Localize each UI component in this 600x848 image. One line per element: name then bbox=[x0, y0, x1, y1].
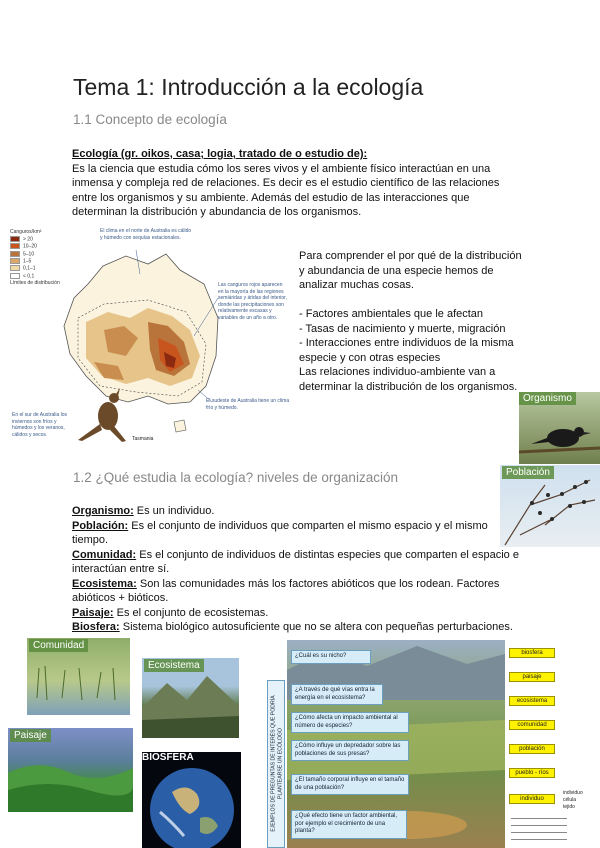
question-box: ¿Qué efecto tiene un factor ambiental, por ejemplo el crecimiento de una planta? bbox=[291, 810, 407, 839]
level-box-biosfera: biosfera bbox=[509, 648, 555, 658]
explanation-bullet: - Interacciones entre individuos de la misma bbox=[299, 337, 514, 349]
legend-swatch bbox=[10, 251, 20, 257]
explanation-bullet: - Factores ambientales que le afectan bbox=[299, 308, 484, 320]
level-stack-lines bbox=[511, 818, 567, 846]
level-box-individuo: individuo bbox=[509, 794, 555, 804]
level-item: Biosfera: Sistema biológico autosuficiente que no se altera con pequeñas perturbaciones. bbox=[72, 621, 513, 633]
level-box-paisaje: paisaje bbox=[509, 672, 555, 682]
legend-entry: 0,1–1 bbox=[10, 265, 68, 272]
poblacion-label: Población bbox=[502, 466, 554, 479]
level-item-cont: interactúan entre sí. bbox=[72, 563, 170, 575]
biosfera-photo bbox=[142, 752, 241, 848]
earth-icon bbox=[142, 752, 241, 848]
level-item: Paisaje: Es el conjunto de ecosistemas. bbox=[72, 606, 269, 619]
map-label-tasmania: Tasmania bbox=[132, 436, 154, 442]
explanation-line: Para comprender el por qué de la distribución bbox=[299, 250, 522, 262]
explanation-line: determinar la distribución de los organismos. bbox=[299, 380, 518, 393]
legend-title: Canguros/km² bbox=[10, 229, 42, 235]
explanation-line: y abundancia de una especie hemos de bbox=[299, 264, 494, 277]
map-note-north: El clima en el norte de Australia es cálido y húmedo con sequías estacionales. bbox=[100, 228, 192, 241]
level-item-cont: abióticos + bióticos. bbox=[72, 592, 169, 604]
ecology-term: Ecología (gr. oikos, casa; logia, tratado de o estudio de): bbox=[72, 148, 368, 160]
map-note-south: En el sur de Australia los inviernos son fríos y húmedos y los veranos, cálidos y secos. bbox=[12, 412, 68, 438]
definition-line: determinan la distribución y abundancia de los organismos. bbox=[72, 206, 362, 218]
page-title: Tema 1: Introducción a la ecología bbox=[73, 74, 424, 100]
question-box: ¿Cómo afecta un impacto ambiental al número de especies? bbox=[291, 712, 409, 733]
comunidad-photo bbox=[27, 638, 130, 715]
legend-entry: < 0,1 bbox=[10, 273, 68, 280]
small-levels: individuo célula tejido bbox=[563, 790, 583, 810]
organismo-label: Organismo bbox=[519, 392, 576, 405]
legend-swatch bbox=[10, 273, 20, 279]
vertical-label-box bbox=[267, 680, 285, 848]
distribution-explanation bbox=[299, 249, 539, 394]
legend-swatch bbox=[10, 243, 20, 249]
paisaje-label: Paisaje bbox=[10, 729, 51, 742]
legend-swatch bbox=[10, 236, 20, 242]
level-box-comunidad: comunidad bbox=[509, 720, 555, 730]
question-box: ¿El tamaño corporal influye en el tamaño de una población? bbox=[291, 774, 409, 795]
definition-line: inmensa y compleja red de relaciones. Es decir es el estudio científico de las relaciones bbox=[72, 177, 500, 189]
explanation-bullet: especie y con otras especies bbox=[299, 351, 441, 364]
map-note-southeast: El sudeste de Australia tiene un clima frío y húmedo. bbox=[206, 398, 290, 411]
biosfera-label: BIOSFERA bbox=[142, 752, 194, 763]
explanation-line: Las relaciones individuo-ambiente van a bbox=[299, 366, 496, 378]
map-note-center: Las canguros rojos aparecen en la mayoría de las regiones semiáridas y áridas del interior, donde las precipitaciones son relativamente escasas y variables de un año a otro. bbox=[218, 282, 287, 321]
level-item: Comunidad: Es el conjunto de individuos de distintas especies que comparten el espacio e bbox=[72, 548, 519, 561]
map-legend bbox=[10, 229, 68, 287]
level-box-pueblo: pueblo - ríos bbox=[509, 768, 555, 778]
legend-swatch bbox=[10, 265, 20, 271]
comunidad-label: Comunidad bbox=[29, 639, 88, 652]
level-item: Ecosistema: Son las comunidades más los factores abióticos que los rodean. Factores bbox=[72, 577, 500, 590]
legend-entry: 5–10 bbox=[10, 251, 68, 258]
legend-entry: 1–5 bbox=[10, 258, 68, 265]
question-box: ¿Cuál es su nicho? bbox=[291, 650, 371, 664]
legend-entry: 10–20 bbox=[10, 243, 68, 250]
vertical-label: EJEMPLOS DE PREGUNTAS DE INTERÉS QUE PODRÍA PLANTEARSE UN ECÓLOGO bbox=[270, 695, 283, 832]
section-1-heading: 1.1 Concepto de ecología bbox=[73, 112, 227, 127]
level-item: Organismo: Es un individuo. bbox=[72, 505, 215, 517]
paisaje-photo bbox=[8, 728, 133, 812]
ecologist-questions-diagram bbox=[267, 640, 600, 848]
level-box-poblacion: población bbox=[509, 744, 555, 754]
section-2-heading: 1.2 ¿Qué estudia la ecología? niveles de organización bbox=[73, 470, 398, 485]
legend-swatch bbox=[10, 258, 20, 264]
question-box: ¿A través de qué vías entra la energía en el ecosistema? bbox=[291, 684, 383, 705]
definition-line: entre los organismos y su ambiente. Además del estudio de las interacciones que bbox=[72, 191, 470, 204]
explanation-bullet: - Tasas de nacimiento y muerte, migración bbox=[299, 322, 506, 335]
ecosistema-photo bbox=[142, 658, 239, 738]
legend-limit: Límites de distribución bbox=[10, 279, 60, 286]
level-box-ecosistema: ecosistema bbox=[509, 696, 555, 706]
legend-entry: > 20 bbox=[10, 236, 68, 243]
organismo-photo bbox=[519, 392, 600, 464]
level-item: Población: Es el conjunto de individuos que comparten el mismo espacio y el mismo bbox=[72, 519, 488, 532]
organization-levels bbox=[72, 504, 532, 635]
ecology-definition bbox=[72, 147, 532, 220]
ecosistema-label: Ecosistema bbox=[144, 659, 204, 672]
question-box: ¿Cómo influye un depredador sobre las poblaciones de sus presas? bbox=[291, 740, 409, 761]
explanation-line: analizar muchas cosas. bbox=[299, 279, 414, 291]
level-item-cont: tiempo. bbox=[72, 534, 109, 546]
definition-line: Es la ciencia que estudia cómo los seres vivos y el ambiente físico interactúan en una bbox=[72, 162, 491, 175]
